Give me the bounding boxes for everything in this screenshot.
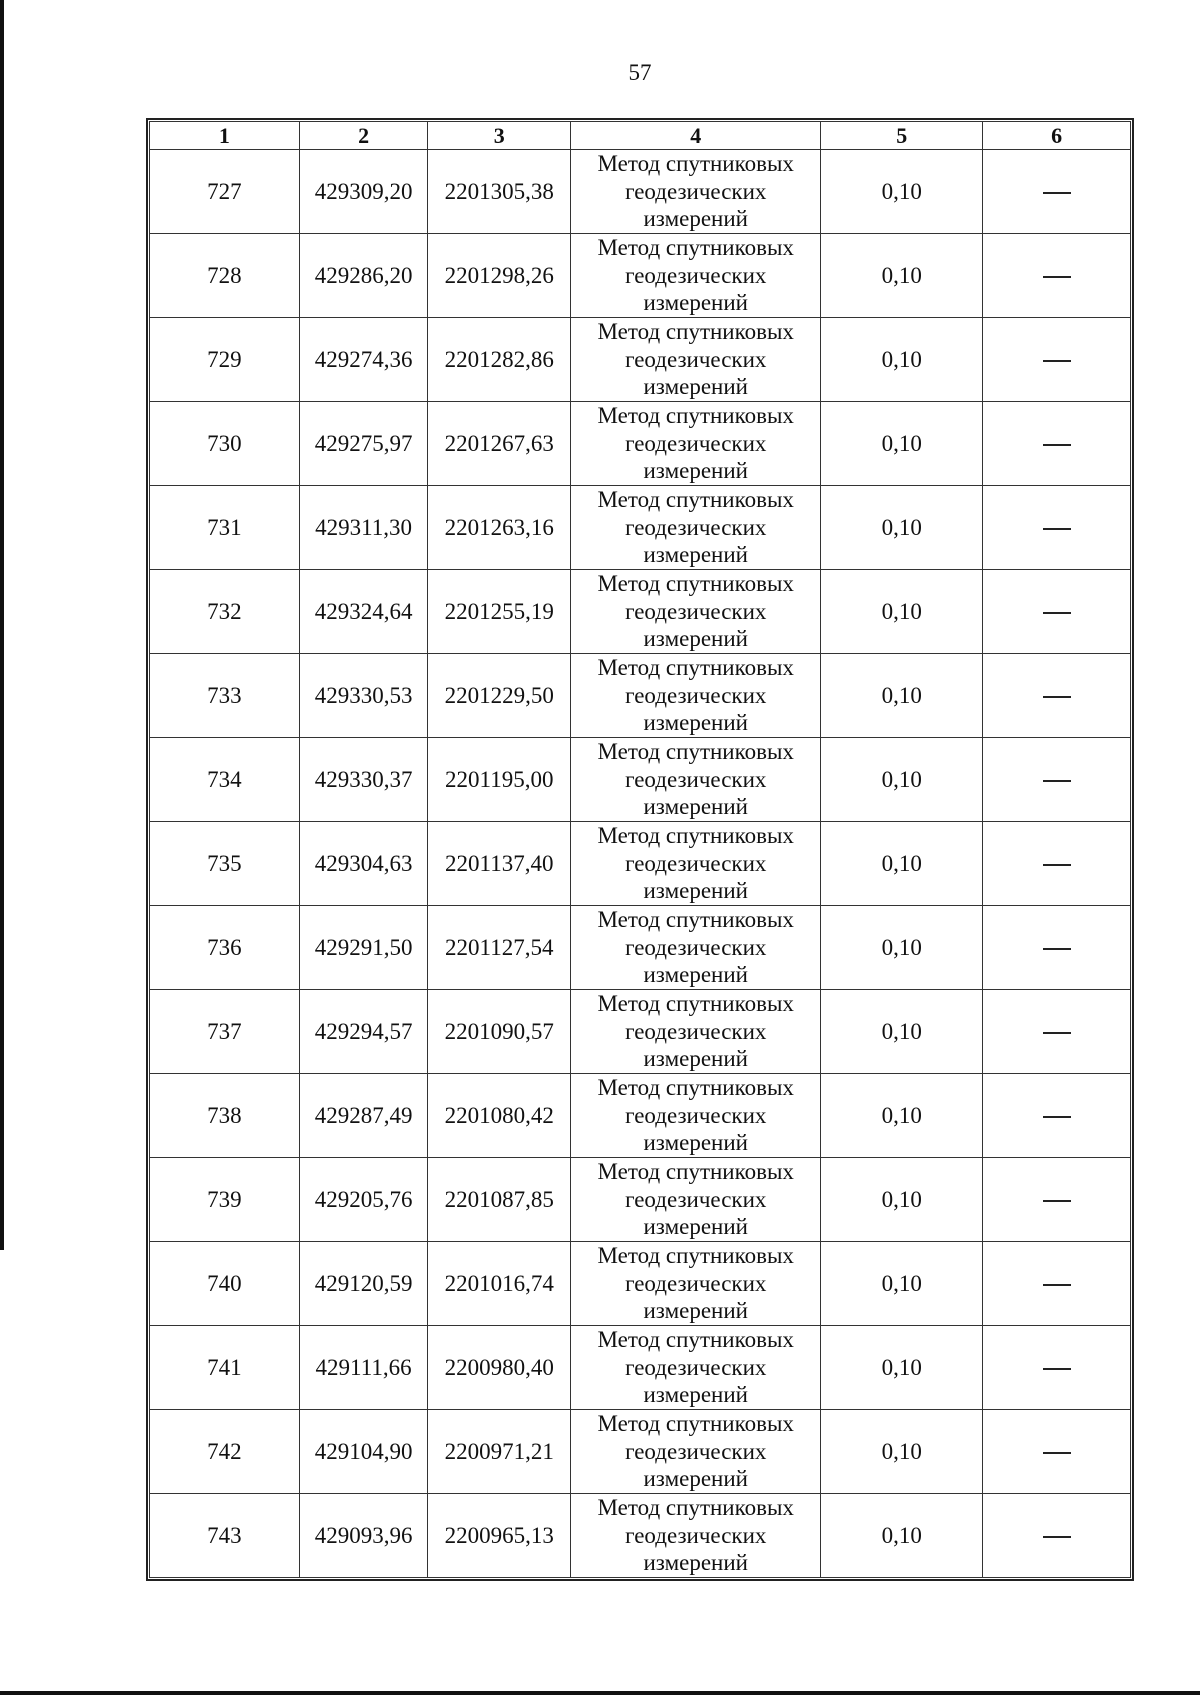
precision-cell: 0,10 — [821, 150, 983, 234]
y-coordinate-cell: 2201263,16 — [428, 486, 571, 570]
dash-mark — [1043, 696, 1071, 698]
precision-cell: 0,10 — [821, 1158, 983, 1242]
note-cell — [983, 234, 1131, 318]
method-line: измерений — [643, 962, 748, 988]
method-line: Метод спутниковых — [597, 991, 794, 1017]
method-line: измерений — [643, 794, 748, 820]
page-number: 57 — [628, 60, 652, 85]
method-line: геодезических — [625, 178, 767, 204]
precision-cell: 0,10 — [821, 570, 983, 654]
dash-mark — [1043, 360, 1071, 362]
method-line: измерений — [643, 1046, 748, 1072]
method-line: геодезических — [625, 262, 767, 288]
table-body — [150, 150, 1131, 1578]
y-coordinate-cell: 2201090,57 — [428, 990, 571, 1074]
dash-mark — [1043, 276, 1071, 278]
method-cell — [571, 654, 821, 738]
method-line: Метод спутниковых — [597, 1411, 794, 1437]
table-row — [150, 402, 1131, 486]
method-cell — [571, 738, 821, 822]
x-coordinate-cell: 429093,96 — [299, 1494, 428, 1578]
point-number-cell: 742 — [150, 1410, 300, 1494]
point-number-cell: 729 — [150, 318, 300, 402]
table-row — [150, 318, 1131, 402]
x-coordinate-cell: 429111,66 — [299, 1326, 428, 1410]
column-header: 4 — [571, 122, 821, 150]
x-coordinate-cell: 429294,57 — [299, 990, 428, 1074]
table-row — [150, 1158, 1131, 1242]
method-cell — [571, 990, 821, 1074]
precision-cell: 0,10 — [821, 654, 983, 738]
note-cell — [983, 738, 1131, 822]
precision-cell: 0,10 — [821, 738, 983, 822]
method-line: геодезических — [625, 1018, 767, 1044]
dash-mark — [1043, 1284, 1071, 1286]
method-line: Метод спутниковых — [597, 403, 794, 429]
note-cell — [983, 1494, 1131, 1578]
x-coordinate-cell: 429104,90 — [299, 1410, 428, 1494]
point-number-cell: 735 — [150, 822, 300, 906]
x-coordinate-cell: 429274,36 — [299, 318, 428, 402]
dash-mark — [1043, 1536, 1071, 1538]
method-line: Метод спутниковых — [597, 907, 794, 933]
method-line: геодезических — [625, 346, 767, 372]
precision-cell: 0,10 — [821, 822, 983, 906]
note-cell — [983, 822, 1131, 906]
method-line: Метод спутниковых — [597, 487, 794, 513]
method-cell — [571, 1326, 821, 1410]
note-cell — [983, 990, 1131, 1074]
y-coordinate-cell: 2200971,21 — [428, 1410, 571, 1494]
scan-left-edge — [0, 0, 4, 1250]
note-cell — [983, 654, 1131, 738]
table-row — [150, 1326, 1131, 1410]
table-row — [150, 570, 1131, 654]
method-line: геодезических — [625, 1186, 767, 1212]
coordinates-table — [149, 121, 1131, 1578]
table-row — [150, 738, 1131, 822]
method-line: измерений — [643, 206, 748, 232]
x-coordinate-cell: 429324,64 — [299, 570, 428, 654]
precision-cell: 0,10 — [821, 486, 983, 570]
dash-mark — [1043, 1200, 1071, 1202]
precision-cell: 0,10 — [821, 234, 983, 318]
point-number-cell: 727 — [150, 150, 300, 234]
point-number-cell: 740 — [150, 1242, 300, 1326]
method-line: Метод спутниковых — [597, 655, 794, 681]
point-number-cell: 731 — [150, 486, 300, 570]
y-coordinate-cell: 2201267,63 — [428, 402, 571, 486]
x-coordinate-cell: 429304,63 — [299, 822, 428, 906]
dash-mark — [1043, 1452, 1071, 1454]
method-cell — [571, 486, 821, 570]
column-header: 6 — [983, 122, 1131, 150]
column-header: 2 — [299, 122, 428, 150]
y-coordinate-cell: 2200965,13 — [428, 1494, 571, 1578]
x-coordinate-cell: 429309,20 — [299, 150, 428, 234]
dash-mark — [1043, 444, 1071, 446]
y-coordinate-cell: 2201305,38 — [428, 150, 571, 234]
method-line: измерений — [643, 458, 748, 484]
y-coordinate-cell: 2201298,26 — [428, 234, 571, 318]
method-line: геодезических — [625, 934, 767, 960]
x-coordinate-cell: 429291,50 — [299, 906, 428, 990]
note-cell — [983, 150, 1131, 234]
point-number-cell: 739 — [150, 1158, 300, 1242]
method-line: Метод спутниковых — [597, 1327, 794, 1353]
method-line: Метод спутниковых — [597, 823, 794, 849]
method-cell — [571, 570, 821, 654]
method-line: измерений — [643, 878, 748, 904]
method-cell — [571, 822, 821, 906]
method-line: геодезических — [625, 682, 767, 708]
method-cell — [571, 1158, 821, 1242]
method-line: измерений — [643, 542, 748, 568]
y-coordinate-cell: 2201127,54 — [428, 906, 571, 990]
method-line: геодезических — [625, 850, 767, 876]
dash-mark — [1043, 864, 1071, 866]
point-number-cell: 736 — [150, 906, 300, 990]
dash-mark — [1043, 612, 1071, 614]
point-number-cell: 738 — [150, 1074, 300, 1158]
method-line: измерений — [643, 1130, 748, 1156]
y-coordinate-cell: 2201087,85 — [428, 1158, 571, 1242]
method-line: измерений — [643, 710, 748, 736]
method-line: Метод спутниковых — [597, 1243, 794, 1269]
method-cell — [571, 906, 821, 990]
point-number-cell: 732 — [150, 570, 300, 654]
column-header: 1 — [150, 122, 300, 150]
method-line: измерений — [643, 1382, 748, 1408]
coordinates-table-frame — [146, 118, 1134, 1581]
method-line: Метод спутниковых — [597, 1075, 794, 1101]
method-line: измерений — [643, 626, 748, 652]
x-coordinate-cell: 429205,76 — [299, 1158, 428, 1242]
method-cell — [571, 1242, 821, 1326]
method-line: геодезических — [625, 1522, 767, 1548]
y-coordinate-cell: 2201195,00 — [428, 738, 571, 822]
table-row — [150, 1074, 1131, 1158]
x-coordinate-cell: 429330,53 — [299, 654, 428, 738]
method-line: геодезических — [625, 1102, 767, 1128]
y-coordinate-cell: 2201137,40 — [428, 822, 571, 906]
note-cell — [983, 1158, 1131, 1242]
table-row — [150, 1494, 1131, 1578]
point-number-cell: 743 — [150, 1494, 300, 1578]
method-cell — [571, 234, 821, 318]
method-line: Метод спутниковых — [597, 151, 794, 177]
precision-cell: 0,10 — [821, 1242, 983, 1326]
point-number-cell: 737 — [150, 990, 300, 1074]
note-cell — [983, 318, 1131, 402]
note-cell — [983, 906, 1131, 990]
note-cell — [983, 1242, 1131, 1326]
point-number-cell: 734 — [150, 738, 300, 822]
method-cell — [571, 402, 821, 486]
method-line: Метод спутниковых — [597, 739, 794, 765]
method-cell — [571, 1074, 821, 1158]
table-row — [150, 990, 1131, 1074]
table-row — [150, 234, 1131, 318]
precision-cell: 0,10 — [821, 1410, 983, 1494]
x-coordinate-cell: 429311,30 — [299, 486, 428, 570]
x-coordinate-cell: 429120,59 — [299, 1242, 428, 1326]
dash-mark — [1043, 1116, 1071, 1118]
precision-cell: 0,10 — [821, 1326, 983, 1410]
note-cell — [983, 1410, 1131, 1494]
method-line: Метод спутниковых — [597, 571, 794, 597]
method-line: геодезических — [625, 430, 767, 456]
table-row — [150, 150, 1131, 234]
method-line: Метод спутниковых — [597, 319, 794, 345]
table-row — [150, 906, 1131, 990]
x-coordinate-cell: 429287,49 — [299, 1074, 428, 1158]
dash-mark — [1043, 948, 1071, 950]
method-line: Метод спутниковых — [597, 1495, 794, 1521]
point-number-cell: 730 — [150, 402, 300, 486]
method-cell — [571, 318, 821, 402]
precision-cell: 0,10 — [821, 402, 983, 486]
method-cell — [571, 150, 821, 234]
y-coordinate-cell: 2200980,40 — [428, 1326, 571, 1410]
note-cell — [983, 402, 1131, 486]
method-cell — [571, 1410, 821, 1494]
table-row — [150, 822, 1131, 906]
x-coordinate-cell: 429286,20 — [299, 234, 428, 318]
method-line: измерений — [643, 1298, 748, 1324]
x-coordinate-cell: 429330,37 — [299, 738, 428, 822]
y-coordinate-cell: 2201080,42 — [428, 1074, 571, 1158]
note-cell — [983, 1326, 1131, 1410]
table-header-row — [150, 122, 1131, 150]
x-coordinate-cell: 429275,97 — [299, 402, 428, 486]
method-line: измерений — [643, 374, 748, 400]
note-cell — [983, 486, 1131, 570]
dash-mark — [1043, 528, 1071, 530]
dash-mark — [1043, 780, 1071, 782]
point-number-cell: 728 — [150, 234, 300, 318]
method-line: измерений — [643, 1466, 748, 1492]
dash-mark — [1043, 1368, 1071, 1370]
method-line: геодезических — [625, 1270, 767, 1296]
method-cell — [571, 1494, 821, 1578]
method-line: измерений — [643, 1214, 748, 1240]
point-number-cell: 741 — [150, 1326, 300, 1410]
precision-cell: 0,10 — [821, 318, 983, 402]
y-coordinate-cell: 2201016,74 — [428, 1242, 571, 1326]
precision-cell: 0,10 — [821, 1494, 983, 1578]
y-coordinate-cell: 2201255,19 — [428, 570, 571, 654]
table-row — [150, 654, 1131, 738]
method-line: геодезических — [625, 1438, 767, 1464]
method-line: геодезических — [625, 514, 767, 540]
method-line: измерений — [643, 290, 748, 316]
column-header: 3 — [428, 122, 571, 150]
method-line: Метод спутниковых — [597, 235, 794, 261]
method-line: Метод спутниковых — [597, 1159, 794, 1185]
scan-bottom-edge — [0, 1691, 1200, 1695]
table-row — [150, 1410, 1131, 1494]
point-number-cell: 733 — [150, 654, 300, 738]
y-coordinate-cell: 2201229,50 — [428, 654, 571, 738]
method-line: геодезических — [625, 598, 767, 624]
method-line: геодезических — [625, 766, 767, 792]
method-line: геодезических — [625, 1354, 767, 1380]
dash-mark — [1043, 1032, 1071, 1034]
note-cell — [983, 570, 1131, 654]
dash-mark — [1043, 192, 1071, 194]
column-header: 5 — [821, 122, 983, 150]
y-coordinate-cell: 2201282,86 — [428, 318, 571, 402]
precision-cell: 0,10 — [821, 906, 983, 990]
precision-cell: 0,10 — [821, 1074, 983, 1158]
table-row — [150, 486, 1131, 570]
note-cell — [983, 1074, 1131, 1158]
table-row — [150, 1242, 1131, 1326]
method-line: измерений — [643, 1550, 748, 1576]
precision-cell: 0,10 — [821, 990, 983, 1074]
